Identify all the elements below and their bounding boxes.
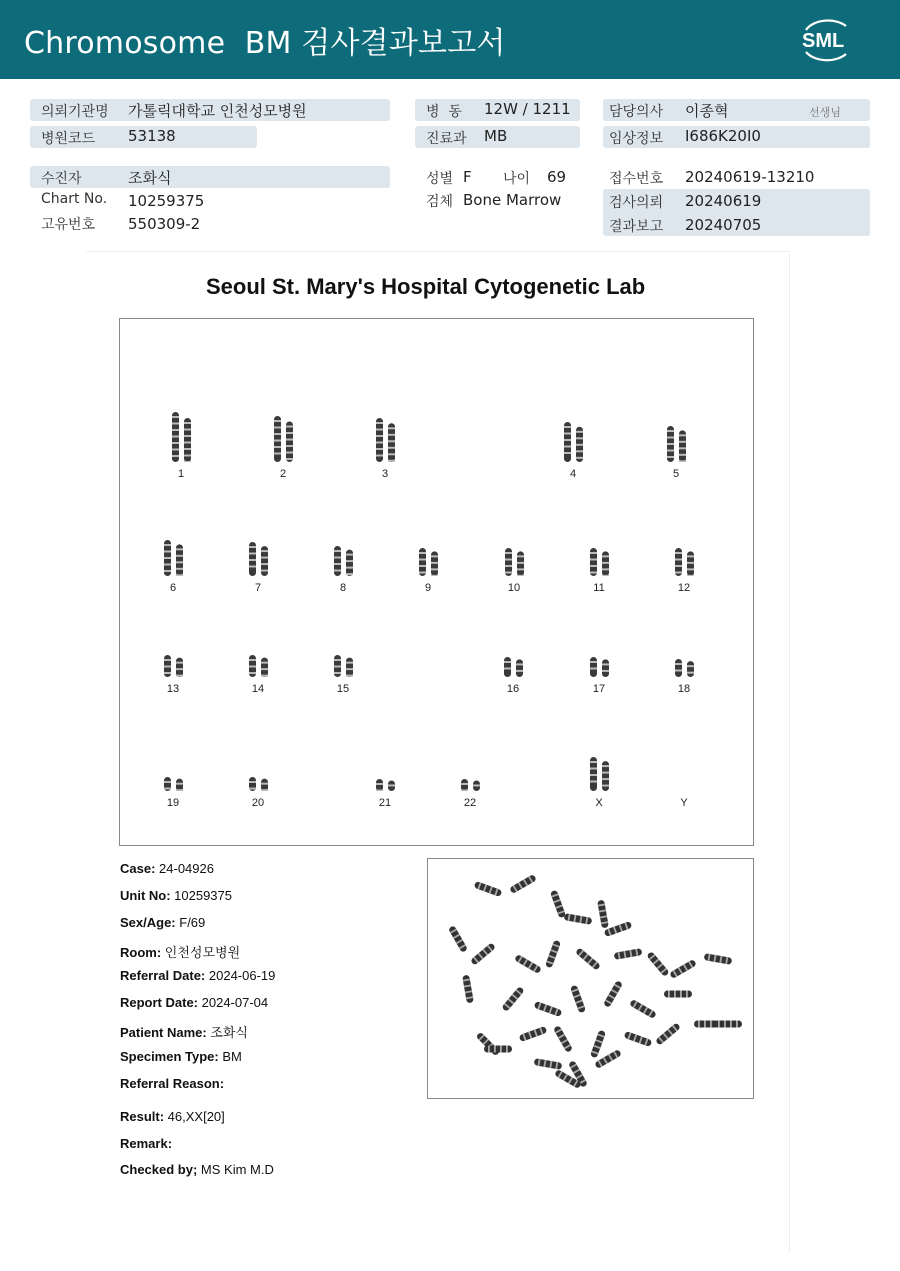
case-field-value: 46,XX[20] (164, 1109, 225, 1124)
case-field-row (120, 861, 214, 876)
sex-value: F (463, 168, 472, 186)
chromosome-pair-14 (241, 655, 275, 677)
case-field-value: 조화식 (206, 1025, 248, 1040)
ward-label: 병 동 (426, 104, 462, 120)
chromosome-label-19: 19 (166, 797, 180, 809)
case-field-row (120, 1109, 225, 1124)
doctor-value: 이종혁 (685, 102, 729, 120)
chromosome-pair-7 (241, 542, 275, 576)
specimen-value: Bone Marrow (463, 191, 562, 209)
case-field-label: Patient Name: (120, 1025, 207, 1040)
case-field-value: BM (218, 1049, 242, 1064)
receipt-value: 20240619-13210 (685, 168, 815, 186)
age-label: 나이 (503, 171, 531, 187)
case-field-label: Report Date: (120, 995, 199, 1010)
chromosome-label-22: 22 (463, 797, 477, 809)
institution-value: 가톨릭대학교 인천성모병원 (128, 102, 307, 120)
case-field-value: 10259375 (170, 888, 232, 903)
dept-value: MB (484, 127, 508, 145)
case-field-value: 인천성모병원 (161, 945, 241, 960)
case-field-label: Result: (120, 1109, 165, 1124)
case-field-row (120, 915, 205, 930)
lab-title: Seoul St. Mary's Hospital Cytogenetic Lab (206, 274, 646, 299)
chromosome-pair-16 (496, 657, 530, 677)
chromosome-label-7: 7 (254, 582, 262, 594)
result-value: 20240705 (685, 216, 762, 234)
logo-text: SML (802, 30, 845, 52)
hospital-code-value: 53138 (128, 127, 176, 145)
case-field-label: Referral Date: (120, 968, 206, 983)
case-field-row (120, 1076, 224, 1091)
receipt-label: 접수번호 (609, 171, 664, 187)
case-field-row (120, 888, 232, 903)
chromosome-pair-x (582, 757, 616, 791)
case-field-label: Referral Reason: (120, 1076, 225, 1091)
chromosome-pair-12 (667, 548, 701, 576)
chromosome-label-18: 18 (677, 683, 691, 695)
chromosome-label-3: 3 (381, 468, 389, 480)
chromosome-pair-9 (411, 548, 445, 576)
chromosome-label-17: 17 (592, 683, 606, 695)
chromosome-pair-5 (659, 426, 693, 462)
chromosome-pair-20 (241, 777, 275, 791)
chromosome-pair-21 (368, 779, 402, 791)
chromosome-pair-10 (497, 548, 531, 576)
chromosome-pair-15 (326, 655, 360, 677)
result-label: 결과보고 (609, 219, 664, 235)
case-field-label: Room: (120, 945, 162, 960)
chromosome-label-16: 16 (506, 683, 520, 695)
chromosome-pair-4 (556, 422, 590, 462)
case-field-value: F/69 (175, 915, 206, 930)
case-field-value: 2024-07-04 (198, 995, 269, 1010)
chromosome-pair-19 (156, 777, 190, 791)
case-field-label: Sex/Age: (120, 915, 176, 930)
case-field-value: MS Kim M.D (197, 1162, 274, 1177)
chromosome-pair-2 (266, 416, 300, 462)
doctor-label: 담당의사 (609, 104, 664, 120)
chromosome-label-2: 2 (279, 468, 287, 480)
case-field-label: Checked by; (120, 1162, 198, 1177)
chromosome-label-21: 21 (378, 797, 392, 809)
report-title: Chromosome BM 검사결과보고서 (24, 26, 506, 61)
case-field-label: Specimen Type: (120, 1049, 219, 1064)
patient-bar (30, 166, 390, 188)
sml-logo (798, 14, 854, 64)
case-field-row (120, 1022, 248, 1041)
sex-label: 성별 (426, 171, 454, 187)
chromosome-label-13: 13 (166, 683, 180, 695)
chromosome-label-11: 11 (593, 582, 605, 594)
chromosome-label-20: 20 (251, 797, 265, 809)
patient-value: 조화식 (128, 169, 172, 187)
ward-value: 12W / 1211 (484, 100, 571, 118)
request-label: 검사의뢰 (609, 195, 664, 211)
dept-label: 진료과 (426, 131, 467, 147)
chromosome-pair-11 (582, 548, 616, 576)
chromosome-pair-8 (326, 546, 360, 576)
case-field-row (120, 1162, 274, 1177)
chromosome-label-12: 12 (677, 582, 691, 594)
specimen-label: 검체 (426, 194, 454, 210)
chromosome-pair-17 (582, 657, 616, 677)
chromosome-label-8: 8 (339, 582, 347, 594)
chromosome-pair-18 (667, 659, 701, 677)
chromosome-pair-22 (453, 779, 487, 791)
chromosome-label-14: 14 (251, 683, 265, 695)
clinical-label: 임상정보 (609, 131, 664, 147)
age-value: 69 (547, 168, 567, 186)
chromosome-pair-6 (156, 540, 190, 576)
case-field-row (120, 942, 240, 961)
patient-label: 수진자 (41, 171, 82, 187)
chromosome-label-y: Y (680, 797, 688, 809)
institution-label: 의뢰기관명 (41, 104, 109, 120)
case-field-row (120, 1136, 172, 1151)
chromosome-label-x: X (595, 797, 603, 809)
case-field-value: 2024-06-19 (205, 968, 276, 983)
chromosome-label-10: 10 (507, 582, 521, 594)
chromosome-pair-3 (368, 418, 402, 462)
chromosome-label-1: 1 (177, 468, 185, 480)
case-field-row (120, 995, 268, 1010)
chart-label: Chart No. (41, 191, 108, 207)
hospital-code-label: 병원코드 (41, 131, 96, 147)
case-field-label: Unit No: (120, 888, 171, 903)
chromosome-label-5: 5 (672, 468, 680, 480)
case-field-row (120, 968, 275, 983)
metaphase-image (427, 858, 754, 1099)
clinical-value: I686K20I0 (685, 127, 761, 145)
case-field-value: 24-04926 (155, 861, 214, 876)
request-value: 20240619 (685, 192, 762, 210)
chromosome-label-4: 4 (569, 468, 577, 480)
doctor-suffix: 선생님 (809, 106, 841, 119)
chart-value: 10259375 (128, 192, 205, 210)
chromosome-pair-13 (156, 655, 190, 677)
unique-value: 550309-2 (128, 215, 201, 233)
chromosome-pair-1 (164, 412, 198, 462)
case-field-label: Case: (120, 861, 156, 876)
case-field-row (120, 1049, 242, 1064)
chromosome-label-9: 9 (424, 582, 432, 594)
unique-label: 고유번호 (41, 217, 96, 233)
chromosome-label-15: 15 (336, 683, 350, 695)
chromosome-label-6: 6 (169, 582, 177, 594)
case-field-label: Remark: (120, 1136, 173, 1151)
